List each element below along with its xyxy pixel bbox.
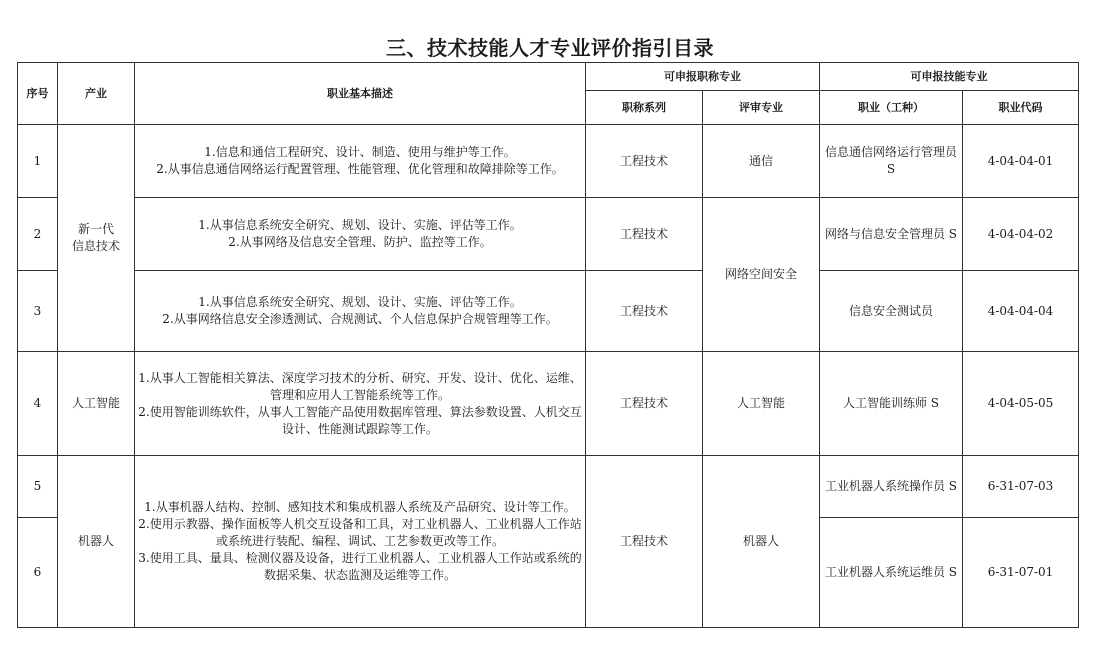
description-line: 1.从事信息系统安全研究、规划、设计、实施、评估等工作。 [198, 295, 522, 309]
industry-cell [58, 125, 135, 352]
industry-label: 新一代 [77, 222, 114, 236]
title-series-cell: 工程技术 [586, 198, 703, 271]
code-cell: 4-04-04-02 [963, 198, 1079, 271]
description-line: 1.信息和通信工程研究、设计、制造、使用与维护等工作。 [204, 145, 516, 159]
header-description: 职业基本描述 [135, 63, 586, 125]
occupation-cell: 信息安全测试员 [820, 271, 963, 352]
document-title: 三、技术技能人才专业评价指引目录 [386, 36, 714, 60]
seq-cell: 4 [18, 352, 58, 456]
review-major-cell: 网络空间安全 [703, 198, 820, 352]
occupation-cell: 人工智能训练师 S [820, 352, 963, 456]
title-series-cell: 工程技术 [586, 271, 703, 352]
description-cell [135, 456, 586, 628]
table-row [18, 198, 1079, 271]
title-series-cell: 工程技术 [586, 352, 703, 456]
industry-cell: 人工智能 [58, 352, 135, 456]
description-cell [135, 352, 586, 456]
header-skill-group: 可申报技能专业 [820, 63, 1079, 91]
title-series-cell: 工程技术 [586, 456, 703, 628]
industry-label: 信息技术 [71, 239, 120, 253]
header-seq: 序号 [18, 63, 58, 125]
table-row [18, 271, 1079, 352]
table-row [18, 456, 1079, 518]
description-line: 3.使用工具、量具、检测仪器及设备，进行工业机器人、工业机器人工作站或系统的数据采集、状态监测及运维等工作。 [138, 551, 582, 582]
occupation-cell: 工业机器人系统操作员 S [820, 456, 963, 518]
seq-cell: 3 [18, 271, 58, 352]
occupation-cell: 网络与信息安全管理员 S [820, 198, 963, 271]
seq-cell: 1 [18, 125, 58, 198]
header-row-top [18, 63, 1079, 91]
review-major-cell: 人工智能 [703, 352, 820, 456]
occupation-cell: 信息通信网络运行管理员 S [820, 125, 963, 198]
industry-cell: 机器人 [58, 456, 135, 628]
table-row [18, 352, 1079, 456]
code-cell: 4-04-05-05 [963, 352, 1079, 456]
seq-cell: 5 [18, 456, 58, 518]
description-line: 2.使用示教器、操作面板等人机交互设备和工具，对工业机器人、工业机器人工作站或系统进行装配、编程、调试、工艺参数更改等工作。 [138, 517, 582, 548]
seq-cell: 6 [18, 518, 58, 628]
description-cell [135, 271, 586, 352]
header-occupation: 职业（工种） [820, 91, 963, 125]
review-major-cell: 机器人 [703, 456, 820, 628]
review-major-cell: 通信 [703, 125, 820, 198]
description-line: 1.从事信息系统安全研究、规划、设计、实施、评估等工作。 [198, 218, 522, 232]
description-line: 1.从事机器人结构、控制、感知技术和集成机器人系统及产品研究、设计等工作。 [144, 500, 576, 514]
description-cell [135, 198, 586, 271]
code-cell: 4-04-04-04 [963, 271, 1079, 352]
code-cell: 4-04-04-01 [963, 125, 1079, 198]
description-line: 1.从事人工智能相关算法、深度学习技术的分析、研究、开发、设计、优化、运维、管理和应用人工智能系统等工作。 [138, 370, 582, 402]
description-line: 2.从事网络信息安全渗透测试、合规测试、个人信息保护合规管理等工作。 [162, 312, 558, 326]
title-series-cell: 工程技术 [586, 125, 703, 198]
header-title-series: 职称系列 [586, 91, 703, 125]
code-cell: 6-31-07-01 [963, 518, 1079, 628]
header-code: 职业代码 [963, 91, 1079, 125]
header-review-major: 评审专业 [703, 91, 820, 125]
description-line: 2.使用智能训练软件，从事人工智能产品使用数据库管理、算法参数设置、人机交互设计、性能测试跟踪等工作。 [138, 404, 582, 436]
seq-cell: 2 [18, 198, 58, 271]
header-industry: 产业 [58, 63, 135, 125]
header-title-group: 可申报职称专业 [586, 63, 820, 91]
table-row [18, 125, 1079, 198]
catalog-table [17, 62, 1079, 628]
code-cell: 6-31-07-03 [963, 456, 1079, 518]
description-line: 2.从事网络及信息安全管理、防护、监控等工作。 [228, 235, 492, 249]
description-cell [135, 125, 586, 198]
occupation-cell: 工业机器人系统运维员 S [820, 518, 963, 628]
description-line: 2.从事信息通信网络运行配置管理、性能管理、优化管理和故障排除等工作。 [156, 162, 564, 176]
